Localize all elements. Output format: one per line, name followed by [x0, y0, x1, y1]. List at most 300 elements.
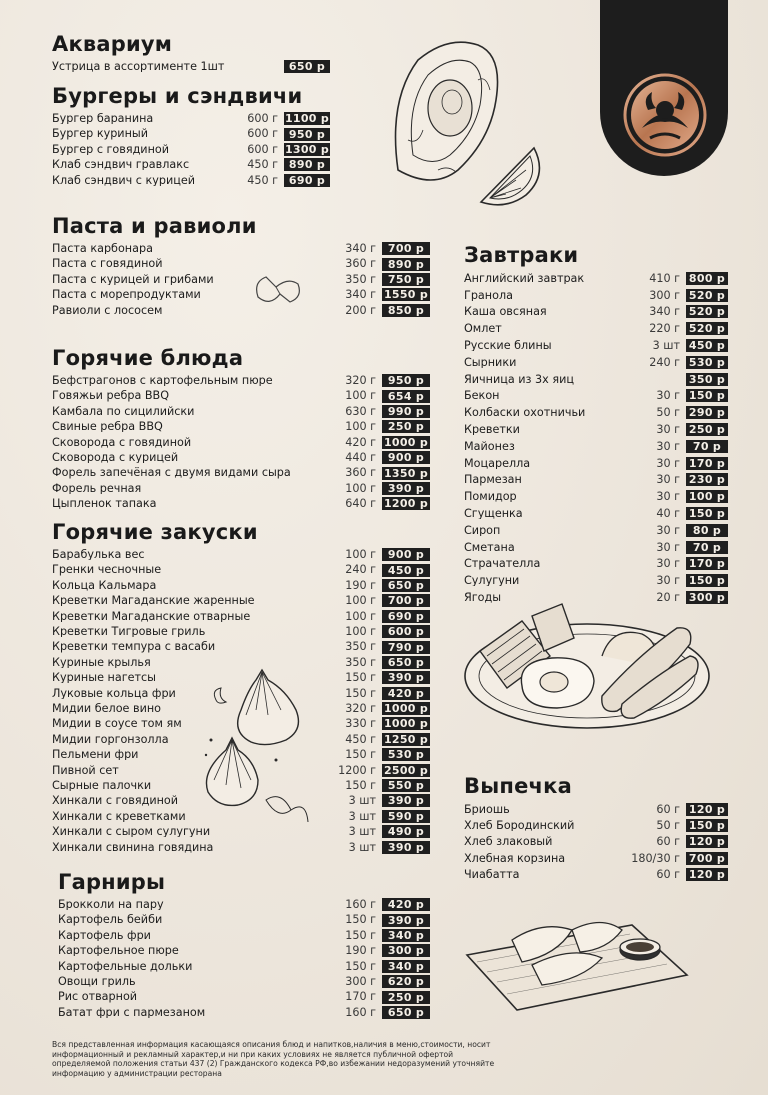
item-price: 520 р [686, 322, 728, 335]
item-price: 590 р [382, 810, 430, 823]
item-name: Хинкали свинина говядина [52, 841, 214, 853]
item-price: 900 р [382, 451, 430, 464]
menu-item-row [52, 762, 430, 777]
item-price: 390 р [382, 482, 430, 495]
item-price: 700 р [382, 594, 430, 607]
item-price: 80 р [686, 524, 728, 537]
lemon-icon [476, 140, 546, 210]
item-weight: 360 г [345, 257, 376, 271]
item-price: 950 р [382, 374, 430, 387]
item-price: 450 р [686, 339, 728, 352]
item-price: 390 р [382, 841, 430, 854]
menu-item-row [464, 371, 728, 388]
menu-item-row [52, 111, 330, 126]
menu-item-row [58, 989, 430, 1004]
item-name: Хлеб Бородинский [464, 819, 575, 832]
item-name: Овощи гриль [58, 976, 136, 988]
menu-item-row [52, 142, 330, 157]
item-weight: 50 г [656, 406, 680, 420]
item-list [52, 373, 430, 512]
item-weight: 30 г [656, 557, 680, 571]
item-price: 650 р [284, 60, 330, 73]
item-price: 950 р [284, 128, 330, 141]
item-name: Рис отварной [58, 991, 138, 1003]
item-weight: 220 г [649, 322, 680, 336]
menu-item-row [58, 912, 430, 927]
item-name: Луковые кольца фри [52, 687, 176, 699]
menu-item-row [52, 465, 430, 480]
menu-item-row [52, 655, 430, 670]
menu-item-row [52, 547, 430, 562]
item-price: 230 р [686, 473, 728, 486]
item-name: Хинкали с сыром сулугуни [52, 826, 211, 838]
menu-item-row [464, 421, 728, 438]
item-price: 300 р [382, 944, 430, 957]
item-weight: 360 г [345, 466, 376, 480]
item-weight: 150 г [345, 671, 376, 685]
item-weight: 100 г [345, 389, 376, 403]
item-list [58, 897, 430, 1020]
item-price: 120 р [686, 868, 728, 881]
item-weight: 340 г [345, 288, 376, 302]
item-price: 150 р [686, 507, 728, 520]
item-weight: 100 г [345, 420, 376, 434]
menu-item-row [52, 388, 430, 403]
menu-item-row [464, 556, 728, 573]
item-weight: 30 г [656, 490, 680, 504]
item-price: 250 р [382, 420, 430, 433]
menu-item-row [464, 472, 728, 489]
item-weight: 190 г [345, 944, 376, 958]
menu-item-row [464, 320, 728, 337]
item-weight: 150 г [345, 778, 376, 792]
item-weight: 410 г [649, 271, 680, 285]
item-weight: 160 г [345, 898, 376, 912]
item-price: 530 р [382, 748, 430, 761]
item-name: Ягоды [464, 591, 502, 604]
item-weight: 420 г [345, 435, 376, 449]
item-price: 250 р [382, 991, 430, 1004]
item-name: Бургер баранина [52, 113, 154, 125]
item-price: 250 р [686, 423, 728, 436]
menu-item-row [464, 867, 728, 883]
item-name: Батат фри с пармезаном [58, 1006, 206, 1019]
item-weight: 150 г [345, 928, 376, 942]
item-weight: 3 шт [348, 809, 376, 823]
item-name: Форель речная [52, 482, 142, 495]
item-price: 850 р [382, 304, 430, 317]
item-name: Сметана [464, 541, 515, 553]
menu-item-row [464, 388, 728, 405]
menu-item-row [52, 496, 430, 511]
item-list [52, 59, 330, 74]
menu-item-row [464, 850, 728, 866]
item-weight: 20 г [656, 590, 680, 604]
section-title: Выпечка [464, 774, 572, 798]
item-weight: 600 г [247, 112, 278, 126]
item-name: Говяжьи ребра BBQ [52, 390, 170, 402]
item-name: Паста карбонара [52, 243, 153, 255]
restaurant-logo-icon [620, 70, 710, 160]
item-weight: 150 г [345, 959, 376, 973]
item-weight: 3 шт [652, 338, 680, 352]
item-weight: 450 г [345, 732, 376, 746]
item-name: Бефстрагонов с картофельным пюре [52, 375, 273, 387]
menu-item-row [52, 824, 430, 839]
item-price: 450 р [382, 564, 430, 577]
item-price: 2500 р [383, 763, 429, 777]
menu-item-row [58, 959, 430, 974]
item-name: Моцарелла [464, 457, 531, 469]
item-name: Картофельные дольки [58, 960, 193, 972]
section-title: Аквариум [52, 32, 173, 56]
menu-item-row [464, 539, 728, 556]
item-name: Камбала по сицилийски [52, 405, 195, 418]
menu-item-row [52, 578, 430, 593]
item-weight: 1200 г [338, 763, 376, 777]
item-name: Барабулька вес [52, 549, 145, 561]
menu-item-row [52, 701, 430, 716]
item-name: Мидии горгонзолла [52, 733, 169, 745]
item-list [464, 270, 728, 606]
item-price: 650 р [382, 579, 430, 592]
potato-board-icon [462, 900, 692, 1020]
menu-item-row [52, 59, 330, 74]
menu-item-row [464, 817, 728, 833]
item-price: 600 р [382, 625, 430, 638]
item-weight: 30 г [656, 473, 680, 487]
item-price: 550 р [382, 779, 430, 792]
item-weight: 60 г [656, 835, 680, 849]
item-name: Омлет [464, 323, 502, 335]
item-name: Бургер куриный [52, 128, 148, 140]
menu-item-row [52, 670, 430, 685]
menu-item-row [52, 303, 430, 318]
menu-item-row [58, 943, 430, 958]
item-price: 900 р [382, 548, 430, 561]
section-title: Завтраки [464, 243, 579, 267]
item-name: Гренки чесночные [52, 564, 162, 576]
menu-item-row [464, 505, 728, 522]
menu-item-row [58, 1005, 430, 1020]
menu-item-row [464, 438, 728, 455]
item-name: Сулугуни [464, 575, 520, 587]
section-title: Паста и равиоли [52, 214, 257, 238]
menu-item-row [58, 974, 430, 989]
item-name: Гранола [464, 289, 513, 301]
item-weight: 320 г [345, 702, 376, 715]
item-list [52, 547, 430, 855]
menu-item-row [464, 801, 728, 817]
item-name: Сырные палочки [52, 779, 152, 792]
item-weight: 440 г [345, 451, 376, 465]
item-weight: 190 г [345, 578, 376, 592]
item-name: Хинкали с креветками [52, 810, 186, 822]
item-name: Сироп [464, 524, 501, 536]
item-name: Пармезан [464, 474, 522, 486]
menu-item-row [52, 481, 430, 496]
item-price: 490 р [382, 825, 430, 838]
menu-item-row [52, 732, 430, 747]
menu-item-row [52, 747, 430, 762]
item-weight: 170 г [345, 990, 376, 1004]
item-weight: 160 г [345, 1005, 376, 1019]
menu-item-row [464, 455, 728, 472]
item-price: 800 р [686, 272, 728, 285]
item-weight: 60 г [656, 868, 680, 882]
section-garnish [58, 872, 430, 1020]
item-weight: 150 г [345, 748, 376, 762]
item-name: Куриные крылья [52, 656, 151, 669]
item-price: 1350 р [383, 466, 429, 480]
item-name: Каша овсяная [464, 306, 547, 318]
item-weight: 100 г [345, 609, 376, 623]
item-price: 650 р [382, 656, 430, 669]
item-name: Бекон [464, 390, 500, 402]
item-name: Паста с говядиной [52, 258, 163, 270]
item-price: 150 р [686, 819, 728, 832]
item-weight: 50 г [656, 818, 680, 832]
section-hot-dishes [52, 348, 430, 512]
item-name: Английский завтрак [464, 272, 585, 284]
menu-item-row [52, 624, 430, 639]
menu-item-row [58, 928, 430, 943]
item-name: Пельмени фри [52, 749, 139, 761]
item-weight: 30 г [656, 422, 680, 436]
item-name: Картофель бейби [58, 914, 163, 926]
section-aquarium [52, 34, 330, 74]
item-weight: 30 г [656, 540, 680, 554]
item-name: Креветки Магаданские жаренные [52, 595, 255, 607]
item-price: 1000 р [383, 435, 429, 449]
menu-item-row [52, 157, 330, 172]
item-price: 120 р [686, 803, 728, 816]
item-name: Форель запечёная с двумя видами сыра [52, 467, 291, 479]
item-weight: 350 г [345, 272, 376, 286]
item-name: Бургер с говядиной [52, 143, 170, 156]
item-weight: 630 г [345, 404, 376, 418]
section-hot-snacks [52, 522, 430, 855]
item-price: 350 р [686, 373, 728, 386]
item-name: Паста с курицей и грибами [52, 273, 214, 286]
item-weight: 3 шт [348, 825, 376, 839]
item-name: Сковорода с курицей [52, 452, 179, 464]
item-name: Клаб сэндвич с курицей [52, 174, 196, 186]
item-price: 1200 р [383, 497, 429, 511]
item-price: 170 р [686, 557, 728, 570]
item-name: Равиоли с лососем [52, 304, 163, 316]
menu-item-row [464, 834, 728, 850]
item-weight: 350 г [345, 640, 376, 654]
item-name: Креветки Тигровые гриль [52, 626, 206, 638]
item-price: 700 р [382, 242, 430, 255]
menu-item-row [52, 562, 430, 577]
item-price: 290 р [686, 406, 728, 419]
item-weight: 300 г [649, 288, 680, 302]
item-name: Хлебная корзина [464, 852, 566, 864]
item-weight: 240 г [345, 563, 376, 577]
item-price: 150 р [686, 389, 728, 402]
menu-item-row [52, 809, 430, 824]
item-weight: 30 г [656, 389, 680, 403]
item-name: Креветки темпура с васаби [52, 641, 216, 653]
item-weight: 100 г [345, 625, 376, 639]
item-name: Яичница из 3х яиц [464, 373, 574, 385]
item-weight: 100 г [345, 481, 376, 495]
item-price: 390 р [382, 914, 430, 927]
item-weight: 30 г [656, 523, 680, 537]
item-list [52, 111, 330, 188]
menu-item-row [464, 337, 728, 354]
item-weight: 340 г [345, 242, 376, 256]
item-weight: 180/30 г [631, 851, 680, 865]
section-title: Гарниры [58, 870, 166, 894]
section-burgers [52, 86, 330, 188]
item-price: 690 р [382, 610, 430, 623]
item-price: 70 р [686, 541, 728, 554]
item-price: 1100 р [284, 112, 330, 126]
menu-item-row [52, 241, 430, 256]
menu-item-row [52, 287, 430, 302]
item-weight: 340 г [649, 305, 680, 319]
section-pasta [52, 216, 430, 318]
item-price: 520 р [686, 305, 728, 318]
item-name: Колбаски охотничьи [464, 407, 586, 419]
menu-item-row [52, 435, 430, 450]
item-weight: 100 г [345, 594, 376, 608]
menu-item-row [52, 839, 430, 854]
item-name: Паста с морепродуктами [52, 289, 201, 301]
item-price: 690 р [284, 174, 330, 187]
item-name: Сковорода с говядиной [52, 436, 192, 448]
item-weight: 30 г [656, 574, 680, 588]
item-weight: 100 г [345, 548, 376, 562]
item-price: 890 р [284, 158, 330, 171]
item-price: 340 р [382, 929, 430, 942]
item-price: 170 р [686, 457, 728, 470]
menu-item-row [52, 419, 430, 434]
item-weight: 330 г [345, 717, 376, 731]
item-price: 340 р [382, 960, 430, 973]
item-price: 420 р [382, 687, 430, 700]
menu-item-row [52, 404, 430, 419]
menu-item-row [52, 778, 430, 793]
item-price: 70 р [686, 440, 728, 453]
item-weight: 450 г [247, 173, 278, 187]
item-weight: 240 г [649, 355, 680, 369]
item-name: Чиабатта [464, 869, 520, 881]
item-weight: 40 г [656, 506, 680, 520]
item-weight: 30 г [656, 456, 680, 470]
menu-item-row [464, 589, 728, 606]
item-list [464, 801, 728, 883]
item-weight: 640 г [345, 497, 376, 511]
item-price: 390 р [382, 671, 430, 684]
item-name: Мидии в соусе том ям [52, 718, 182, 730]
section-title: Бургеры и сэндвичи [52, 84, 303, 108]
item-price: 890 р [382, 258, 430, 271]
item-price: 790 р [382, 641, 430, 654]
menu-item-row [52, 593, 430, 608]
menu-item-row [52, 256, 430, 271]
item-list [52, 241, 430, 318]
menu-item-row [464, 572, 728, 589]
item-weight: 600 г [247, 142, 278, 156]
menu-item-row [52, 373, 430, 388]
item-price: 990 р [382, 405, 430, 418]
menu-item-row [464, 354, 728, 371]
item-name: Свиные ребра BBQ [52, 421, 163, 433]
item-price: 420 р [382, 898, 430, 911]
item-name: Страчателла [464, 558, 541, 570]
item-weight: 3 шт [348, 794, 376, 808]
item-price: 300 р [686, 591, 728, 604]
item-name: Хинкали с говядиной [52, 795, 179, 807]
item-name: Помидор [464, 491, 517, 503]
item-name: Картофель фри [58, 929, 151, 942]
menu-item-row [52, 450, 430, 465]
menu-item-row [464, 270, 728, 287]
item-price: 750 р [382, 273, 430, 286]
item-name: Хлеб злаковый [464, 836, 553, 848]
item-price: 650 р [382, 1006, 430, 1019]
item-name: Брокколи на пару [58, 899, 164, 911]
item-weight: 3 шт [348, 840, 376, 854]
item-weight: 450 г [247, 158, 278, 172]
menu-item-row [464, 304, 728, 321]
section-bakery [464, 776, 728, 883]
item-name: Картофельное пюре [58, 945, 179, 957]
menu-item-row [464, 522, 728, 539]
menu-item-row [464, 287, 728, 304]
item-weight: 350 г [345, 655, 376, 669]
menu-item-row [52, 609, 430, 624]
item-weight: 300 г [345, 975, 376, 989]
item-price: 520 р [686, 289, 728, 302]
menu-item-row [52, 272, 430, 287]
item-name: Кольца Кальмара [52, 579, 157, 592]
menu-item-row [52, 686, 430, 701]
item-name: Куриные нагетсы [52, 672, 156, 684]
item-weight: 150 г [345, 686, 376, 700]
item-name: Пивной сет [52, 764, 119, 776]
item-weight: 320 г [345, 374, 376, 388]
menu-item-row [464, 404, 728, 421]
menu-item-row [52, 173, 330, 188]
item-weight: 150 г [345, 913, 376, 927]
item-name: Майонез [464, 440, 515, 452]
item-price: 1000 р [383, 717, 429, 731]
legal-disclaimer: Вся представленная информация касающаяся описания блюд и напитков,наличия в меню,стоимости, носит информационный и рекламный характер,и ни при каких условиях не является публичной офертой определяемой положения статьи 437 (2) Гражданского кодекса РФ,во избежании недоразумений уточняйте информацию у администрации ресторана [52, 1040, 495, 1078]
item-weight: 200 г [345, 303, 376, 317]
item-weight: 30 г [656, 439, 680, 453]
item-name: Русские блины [464, 339, 552, 352]
menu-item-row [52, 716, 430, 731]
section-breakfast [464, 245, 728, 606]
item-name: Устрица в ассортименте 1шт [52, 61, 225, 73]
item-name: Бриошь [464, 803, 510, 815]
item-price: 654 р [382, 390, 430, 403]
item-price: 620 р [382, 975, 430, 988]
menu-item-row [58, 897, 430, 912]
item-price: 1250 р [383, 732, 429, 746]
section-title: Горячие блюда [52, 346, 244, 370]
menu-item-row [52, 639, 430, 654]
item-price: 100 р [686, 490, 728, 503]
item-price: 150 р [686, 574, 728, 587]
item-name: Мидии белое вино [52, 703, 161, 715]
item-price: 1550 р [383, 288, 429, 302]
